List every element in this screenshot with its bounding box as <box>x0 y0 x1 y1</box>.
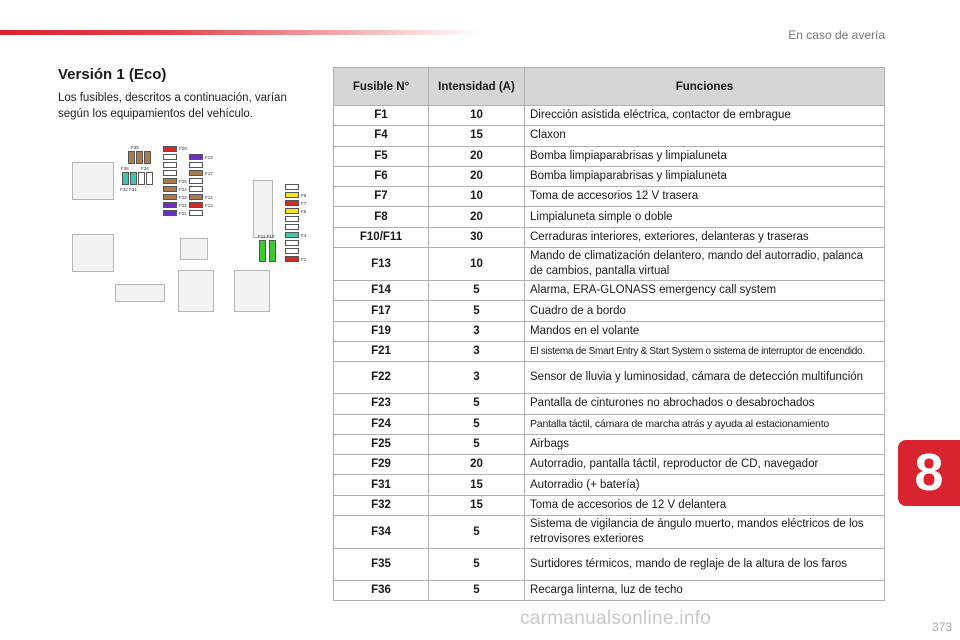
intro-text: Los fusibles, descritos a continuación, varían según los equipamientos del vehículo. <box>58 92 287 120</box>
table-row <box>334 581 885 601</box>
table-row <box>334 126 885 146</box>
table-row <box>334 321 885 341</box>
fuse-label-f29: F29 <box>179 146 187 151</box>
amperage-cell: 3 <box>429 362 525 394</box>
fuse-number-cell: F14 <box>334 281 429 301</box>
diagram-block <box>178 270 214 312</box>
fuse-f34-icon <box>146 172 153 185</box>
amperage-cell: 10 <box>429 106 525 126</box>
function-cell: Cerraduras interiores, exteriores, delanteras y traseras <box>525 227 885 247</box>
fuse-number-cell: F1 <box>334 106 429 126</box>
amperage-cell: 20 <box>429 166 525 186</box>
fuse-label-f6: F6 <box>301 209 307 214</box>
fuse-f14-icon <box>189 194 203 200</box>
function-cell: Alarma, ERA-GLONASS emergency call system <box>525 281 885 301</box>
fuse-f35-icon <box>128 151 135 164</box>
fuse-number-cell: F19 <box>334 321 429 341</box>
fuse-f22-icon <box>163 202 177 208</box>
fuse-box-diagram <box>70 140 320 320</box>
table-row <box>334 106 885 126</box>
chapter-tab <box>898 440 960 506</box>
fuse-number-cell: F34 <box>334 516 429 549</box>
table-row <box>334 394 885 414</box>
function-cell: Recarga linterna, luz de techo <box>525 581 885 601</box>
fuse-number-cell: F10/F11 <box>334 227 429 247</box>
diagram-block <box>115 284 165 302</box>
fuse-label-f11-f10: F11 F10 <box>258 234 275 239</box>
fuse-f24-icon <box>163 186 177 192</box>
amperage-cell: 15 <box>429 126 525 146</box>
diagram-block <box>180 238 208 260</box>
fuse-label-f14: F14 <box>205 195 213 200</box>
fuse-label-f36: F36 <box>121 166 129 171</box>
fuse-number-cell: F29 <box>334 455 429 475</box>
fuse-number-cell: F23 <box>334 394 429 414</box>
header-accent-bar <box>0 30 480 35</box>
fuse-icon <box>144 151 151 164</box>
fuse-number-cell: F13 <box>334 248 429 281</box>
fuse-f25-icon <box>163 178 177 184</box>
fuse-number-cell: F5 <box>334 146 429 166</box>
table-row <box>334 549 885 581</box>
fuse-icon <box>189 162 203 168</box>
table-row <box>334 146 885 166</box>
fuse-icon <box>285 248 299 254</box>
fuse-number-cell: F35 <box>334 549 429 581</box>
amperage-cell: 30 <box>429 227 525 247</box>
fuse-f29-icon <box>163 146 177 152</box>
fuse-icon <box>189 210 203 216</box>
table-row <box>334 475 885 495</box>
fuse-number-cell: F17 <box>334 301 429 321</box>
fuse-number-cell: F4 <box>334 126 429 146</box>
function-cell: Autorradio, pantalla táctil, reproductor de CD, navegador <box>525 455 885 475</box>
fuse-number-cell: F24 <box>334 414 429 434</box>
fuse-icon <box>189 186 203 192</box>
function-cell: Pantalla táctil, cámara de marcha atrás y ayuda al estacionamiento <box>525 414 885 434</box>
amperage-cell: 20 <box>429 455 525 475</box>
column-header-fuse: Fusible N° <box>334 68 429 106</box>
version-title: Versión 1 (Eco) <box>58 66 167 83</box>
fuse-label-f24: F24 <box>179 187 187 192</box>
function-cell: Mando de climatización delantero, mando del autorradio, palanca de cambios, pantalla virtual <box>525 248 885 281</box>
fuse-label-f19: F19 <box>205 155 213 160</box>
table-row <box>334 166 885 186</box>
function-cell: Cuadro de a bordo <box>525 301 885 321</box>
fuse-f6-icon <box>285 208 299 214</box>
diagram-block <box>72 234 114 272</box>
fuse-icon <box>163 170 177 176</box>
fuse-icon <box>189 178 203 184</box>
fuse-number-cell: F25 <box>334 434 429 454</box>
chapter-number: 8 <box>914 444 944 502</box>
fuse-label-f4: F4 <box>301 233 307 238</box>
fuse-icon <box>130 172 137 185</box>
amperage-cell: 5 <box>429 581 525 601</box>
function-cell: Surtidores térmicos, mando de reglaje de la altura de los faros <box>525 549 885 581</box>
fuse-icon <box>285 240 299 246</box>
fuse-icon <box>163 154 177 160</box>
function-cell: Limpialuneta simple o doble <box>525 207 885 227</box>
fuse-label-f17: F17 <box>205 171 213 176</box>
table-row <box>334 434 885 454</box>
fuse-icon <box>136 151 143 164</box>
fuse-f8-icon <box>285 192 299 198</box>
fuse-label-f1: F1 <box>301 257 307 262</box>
fuse-icon <box>138 172 145 185</box>
fuse-f1-icon <box>285 256 299 262</box>
function-cell: Bomba limpiaparabrisas y limpialuneta <box>525 146 885 166</box>
amperage-cell: 20 <box>429 207 525 227</box>
diagram-block <box>234 270 270 312</box>
amperage-cell: 3 <box>429 321 525 341</box>
fuse-number-cell: F7 <box>334 187 429 207</box>
table-row <box>334 187 885 207</box>
amperage-cell: 10 <box>429 187 525 207</box>
fuse-f21-icon <box>163 210 177 216</box>
column-header-amperage: Intensidad (A) <box>429 68 525 106</box>
fuse-f36-icon <box>122 172 129 185</box>
table-row <box>334 248 885 281</box>
table-row <box>334 207 885 227</box>
amperage-cell: 5 <box>429 301 525 321</box>
fuse-label-f7: F7 <box>301 201 307 206</box>
function-cell: Toma de accesorios de 12 V delantera <box>525 495 885 515</box>
fuse-label-f8: F8 <box>301 193 307 198</box>
fuse-number-cell: F31 <box>334 475 429 495</box>
amperage-cell: 5 <box>429 516 525 549</box>
amperage-cell: 5 <box>429 414 525 434</box>
watermark-text: carmanualsonline.info <box>520 608 712 629</box>
function-cell: Claxon <box>525 126 885 146</box>
table-row <box>334 227 885 247</box>
column-header-functions: Funciones <box>525 68 885 106</box>
fuse-number-cell: F6 <box>334 166 429 186</box>
function-cell: Mandos en el volante <box>525 321 885 341</box>
function-cell: Sistema de vigilancia de ángulo muerto, mandos eléctricos de los retrovisores exteriores <box>525 516 885 549</box>
amperage-cell: 15 <box>429 495 525 515</box>
diagram-block <box>253 180 273 238</box>
fuse-label-f21: F21 <box>179 211 187 216</box>
function-cell: Toma de accesorios 12 V trasera <box>525 187 885 207</box>
table-row <box>334 341 885 361</box>
fuse-f17-icon <box>189 170 203 176</box>
fuse-label-f25: F25 <box>179 179 187 184</box>
fuse-number-cell: F8 <box>334 207 429 227</box>
fuse-number-cell: F22 <box>334 362 429 394</box>
table-row <box>334 414 885 434</box>
table-row <box>334 495 885 515</box>
amperage-cell: 10 <box>429 248 525 281</box>
fuse-f7-icon <box>285 200 299 206</box>
section-header: En caso de avería <box>788 28 885 42</box>
fuse-label-f35: F35 <box>131 145 139 150</box>
amperage-cell: 5 <box>429 549 525 581</box>
function-cell: Dirección asistida eléctrica, contactor de embrague <box>525 106 885 126</box>
function-cell: Pantalla de cinturones no abrochados o desabrochados <box>525 394 885 414</box>
fuse-table <box>333 67 885 601</box>
fuse-label-f13: F13 <box>205 203 213 208</box>
fuse-icon <box>163 162 177 168</box>
fuse-number-cell: F21 <box>334 341 429 361</box>
page-number: 373 <box>931 620 952 634</box>
function-cell: Sensor de lluvia y luminosidad, cámara de detección multifunción <box>525 362 885 394</box>
function-cell: El sistema de Smart Entry & Start System o sistema de interruptor de encendido. <box>525 341 885 361</box>
amperage-cell: 5 <box>429 281 525 301</box>
fuse-label-f23: F23 <box>179 195 187 200</box>
fuse-f23-icon <box>163 194 177 200</box>
fuse-icon <box>285 224 299 230</box>
function-cell: Bomba limpiaparabrisas y limpialuneta <box>525 166 885 186</box>
fuse-label-f32-f31: F32 F31 <box>120 187 137 192</box>
fuse-f4-icon <box>285 232 299 238</box>
fuse-number-cell: F32 <box>334 495 429 515</box>
function-cell: Airbags <box>525 434 885 454</box>
amperage-cell: 15 <box>429 475 525 495</box>
fuse-number-cell: F36 <box>334 581 429 601</box>
amperage-cell: 3 <box>429 341 525 361</box>
fuse-f19-icon <box>189 154 203 160</box>
fuse-label-f22: F22 <box>179 203 187 208</box>
fuse-f10-icon <box>269 240 276 262</box>
amperage-cell: 20 <box>429 146 525 166</box>
table-row <box>334 301 885 321</box>
amperage-cell: 5 <box>429 434 525 454</box>
table-row <box>334 281 885 301</box>
fuse-label-f34: F34 <box>141 166 149 171</box>
amperage-cell: 5 <box>429 394 525 414</box>
diagram-block <box>72 162 114 200</box>
function-cell: Autorradio (+ batería) <box>525 475 885 495</box>
fuse-icon <box>285 184 299 190</box>
table-row <box>334 516 885 549</box>
fuse-f11-icon <box>259 240 266 262</box>
fuse-f13-icon <box>189 202 203 208</box>
table-row <box>334 455 885 475</box>
table-row <box>334 362 885 394</box>
fuse-icon <box>285 216 299 222</box>
